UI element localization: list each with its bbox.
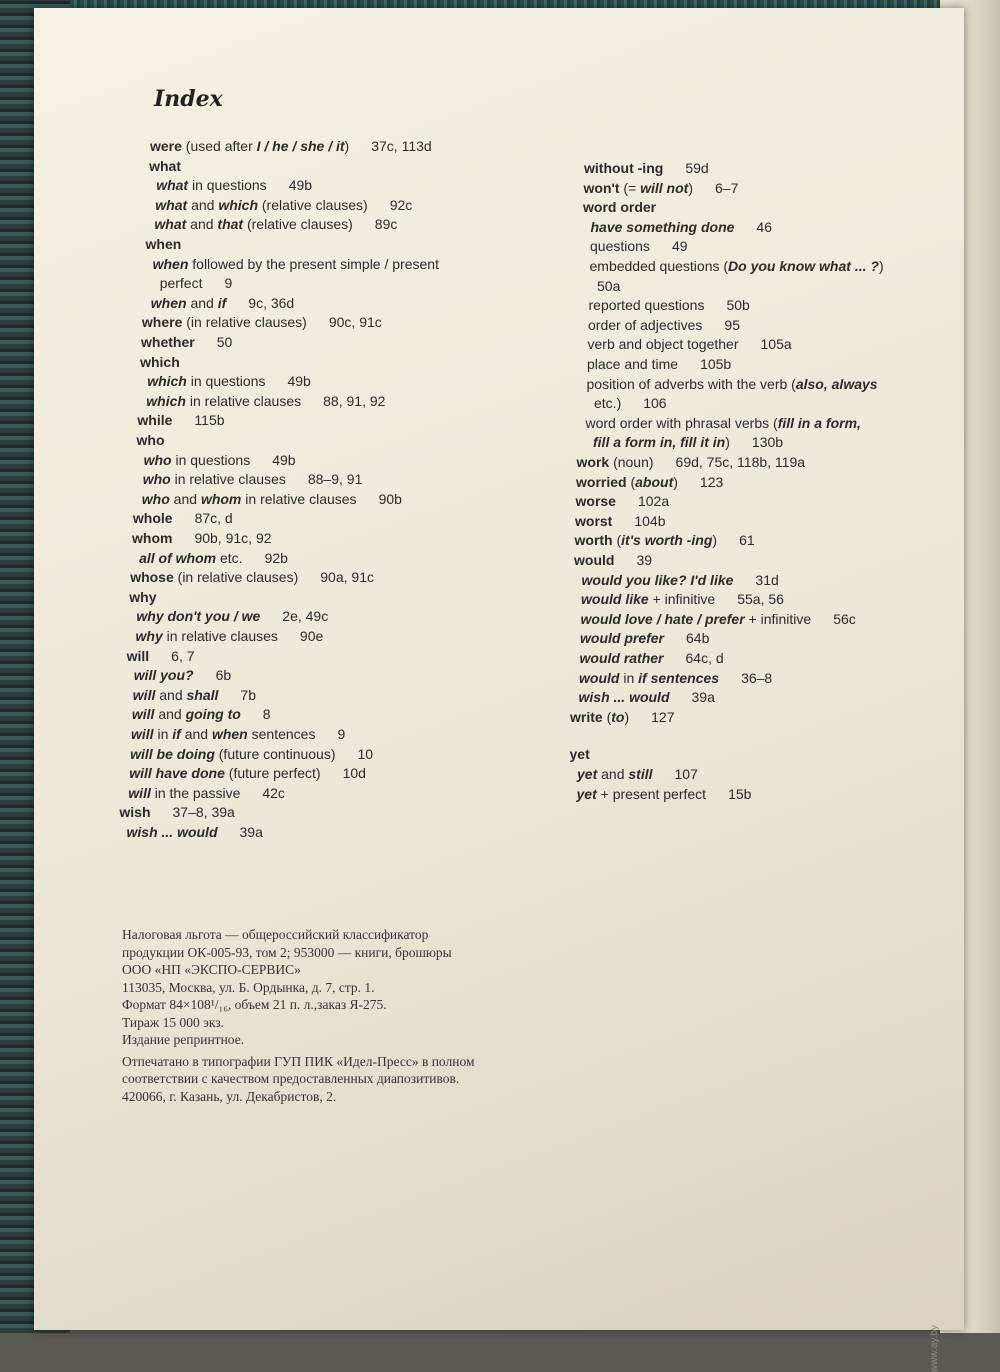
index-page-refs: 102a bbox=[637, 493, 670, 510]
index-page-refs: 90b bbox=[378, 490, 402, 507]
index-page-refs: 10d bbox=[342, 765, 366, 782]
index-term: word order bbox=[583, 199, 657, 216]
index-text: and bbox=[169, 490, 201, 507]
index-example: would bbox=[579, 669, 620, 686]
index-text: (= bbox=[619, 179, 641, 196]
index-entry bbox=[142, 491, 402, 507]
index-text: etc. bbox=[216, 549, 243, 566]
index-page-refs: 46 bbox=[756, 218, 772, 235]
index-page-refs: 31d bbox=[755, 571, 779, 588]
index-page-refs: 42c bbox=[262, 784, 285, 801]
index-page-refs: 90e bbox=[299, 628, 324, 644]
index-text: position of adverbs with the verb ( bbox=[586, 375, 796, 392]
index-text: and bbox=[186, 294, 218, 311]
index-page-refs: 37c, 113d bbox=[371, 138, 432, 154]
index-example: wish ... would bbox=[578, 689, 670, 706]
index-text: in questions bbox=[171, 451, 251, 468]
index-entry bbox=[147, 373, 311, 389]
index-entry bbox=[151, 295, 294, 311]
index-entry bbox=[129, 765, 366, 781]
index-text: and bbox=[597, 766, 629, 782]
index-entry bbox=[581, 591, 784, 607]
watermark-text: www.ay.by bbox=[929, 1325, 940, 1372]
index-term: write bbox=[570, 708, 603, 725]
index-entry bbox=[133, 510, 233, 526]
index-example: shall bbox=[186, 686, 219, 703]
index-example: to bbox=[611, 708, 625, 725]
index-entry bbox=[127, 824, 263, 840]
index-entry bbox=[597, 278, 620, 294]
index-example: that bbox=[217, 216, 244, 233]
index-term: worried bbox=[576, 473, 627, 490]
index-example: if bbox=[217, 294, 227, 311]
index-text: ) bbox=[688, 179, 693, 196]
index-example: would like bbox=[581, 591, 649, 608]
index-example: will have done bbox=[129, 765, 225, 782]
index-entry bbox=[127, 648, 195, 664]
index-entry bbox=[588, 336, 792, 352]
index-text: ) bbox=[624, 708, 630, 725]
index-term: will bbox=[126, 647, 150, 664]
index-page-refs: 7b bbox=[240, 686, 256, 703]
index-term: why bbox=[129, 588, 157, 605]
index-text: in questions bbox=[188, 177, 267, 194]
index-page-refs: 105b bbox=[700, 356, 732, 372]
index-text: (future continuous) bbox=[214, 745, 336, 762]
index-example: whom bbox=[200, 490, 242, 507]
index-text: place and time bbox=[587, 356, 679, 372]
index-page-refs: 49b bbox=[272, 451, 296, 468]
index-entry bbox=[155, 197, 412, 213]
colophon-line: 420066, г. Казань, ул. Декабристов, 2. bbox=[122, 1088, 337, 1104]
index-page-refs: 6–7 bbox=[715, 179, 739, 196]
index-entry bbox=[136, 608, 328, 624]
index-entry bbox=[134, 667, 231, 683]
index-entry bbox=[577, 766, 698, 782]
index-page-refs: 104b bbox=[634, 512, 666, 529]
colophon-line: Отпечатано в типографии ГУП ПИК «Идел-Пресс» в полном bbox=[122, 1053, 475, 1069]
index-text: reported questions bbox=[588, 297, 705, 314]
index-page-refs: 88, 91, 92 bbox=[323, 392, 386, 409]
index-term: worse bbox=[575, 493, 616, 510]
index-example: would prefer bbox=[580, 630, 665, 647]
index-text: etc.) bbox=[594, 395, 622, 412]
index-text: in relative clauses bbox=[185, 392, 302, 409]
index-page-refs: 64b bbox=[686, 630, 710, 647]
index-page-refs: 59d bbox=[685, 160, 709, 176]
index-entry bbox=[575, 532, 755, 548]
index-page-refs: 69d, 75c, 118b, 119a bbox=[675, 454, 806, 470]
index-entry bbox=[131, 726, 345, 742]
index-text: embedded questions ( bbox=[589, 258, 729, 274]
index-page-refs: 127 bbox=[651, 708, 675, 725]
index-page-refs: 90a, 91c bbox=[320, 569, 374, 586]
index-term: what bbox=[149, 157, 181, 174]
index-example: which bbox=[147, 373, 187, 390]
index-page-refs: 55a, 56 bbox=[737, 591, 784, 608]
index-entry bbox=[574, 552, 652, 568]
colophon-line: 113035, Москва, ул. Б. Ордынка, д. 7, стр. 1. bbox=[122, 979, 375, 995]
index-example: will bbox=[132, 686, 156, 703]
index-text: + infinitive bbox=[744, 610, 812, 627]
index-example: who bbox=[141, 490, 170, 507]
index-text: in the passive bbox=[150, 784, 241, 801]
index-page-refs: 107 bbox=[674, 766, 698, 782]
index-entry bbox=[590, 258, 884, 274]
index-entry bbox=[577, 454, 806, 470]
index-entry bbox=[591, 219, 773, 235]
index-entry bbox=[584, 160, 709, 176]
index-text: ) bbox=[878, 258, 884, 274]
index-example: who bbox=[142, 471, 171, 488]
index-entry bbox=[140, 354, 180, 370]
index-page-refs: 36–8 bbox=[741, 669, 773, 686]
index-page-refs: 87c, d bbox=[194, 510, 233, 527]
index-entry bbox=[594, 395, 667, 411]
index-page-refs: 92c bbox=[389, 196, 413, 213]
index-text: ) bbox=[673, 473, 678, 490]
index-page-refs: 9 bbox=[337, 726, 346, 742]
index-term: who bbox=[136, 432, 165, 448]
index-example: what bbox=[156, 177, 189, 194]
index-entry bbox=[142, 314, 382, 330]
index-entry bbox=[141, 334, 232, 350]
index-page-refs: 49b bbox=[287, 373, 311, 390]
index-example: will be doing bbox=[130, 745, 215, 762]
index-entry bbox=[575, 513, 666, 529]
index-text: (relative clauses) bbox=[243, 216, 353, 233]
index-example: when bbox=[152, 255, 189, 272]
colophon bbox=[122, 926, 562, 1105]
index-text: followed by the present simple / present bbox=[188, 255, 439, 272]
index-text: order of adjectives bbox=[588, 316, 703, 333]
index-page-refs: 115b bbox=[194, 412, 225, 429]
index-page-refs: 64c, d bbox=[685, 650, 724, 666]
index-text: perfect bbox=[159, 275, 203, 292]
index-text: ( bbox=[612, 532, 622, 549]
index-term: worst bbox=[575, 512, 613, 529]
index-term: would bbox=[574, 552, 615, 568]
index-example: will bbox=[131, 726, 154, 742]
index-example: fill in a form, bbox=[777, 414, 861, 431]
index-example: when bbox=[211, 726, 248, 742]
index-text: and bbox=[186, 216, 218, 233]
index-example: would love / hate / prefer bbox=[580, 610, 745, 627]
index-example: it's worth -ing bbox=[621, 532, 713, 549]
colophon-line: соответствии с качеством предоставленных диапозитивов. bbox=[122, 1071, 460, 1086]
index-example: why bbox=[135, 628, 163, 644]
index-entry bbox=[153, 256, 439, 272]
index-text: sentences bbox=[247, 726, 316, 742]
index-page-refs: 10 bbox=[357, 745, 374, 762]
index-term: whole bbox=[132, 510, 173, 527]
index-text: in relative clauses bbox=[170, 471, 286, 488]
index-page-refs: 49 bbox=[671, 238, 688, 255]
index-example: which bbox=[146, 392, 186, 409]
index-entry bbox=[586, 415, 861, 431]
index-text: (used after bbox=[181, 138, 257, 154]
index-entry bbox=[130, 569, 374, 585]
index-term: whether bbox=[141, 334, 195, 350]
index-entry bbox=[581, 611, 856, 627]
colophon-line: Налоговая льгота — общероссийский классификатор bbox=[122, 927, 429, 942]
index-page-refs: 50 bbox=[216, 334, 233, 350]
index-example: yet bbox=[577, 766, 598, 782]
index-page-refs: 6b bbox=[215, 667, 232, 684]
index-text: ) bbox=[725, 434, 730, 451]
index-entry bbox=[579, 689, 715, 705]
index-term: without -ing bbox=[584, 160, 664, 176]
index-example: also, always bbox=[795, 375, 878, 392]
index-example: going to bbox=[185, 706, 241, 723]
index-page-refs: 130b bbox=[751, 434, 784, 451]
index-entry bbox=[119, 804, 234, 820]
colophon-line: Издание репринтное. bbox=[122, 1032, 245, 1047]
index-text: questions bbox=[590, 238, 650, 255]
index-example: will you? bbox=[133, 667, 194, 684]
index-entry bbox=[590, 238, 688, 254]
index-example: will not bbox=[640, 179, 689, 196]
index-text: verb and object together bbox=[587, 336, 739, 353]
index-entry bbox=[577, 786, 752, 802]
index-text: (future perfect) bbox=[224, 765, 321, 782]
index-example: fill a form in, fill it in bbox=[593, 434, 726, 451]
index-page-refs: 90c, 91c bbox=[328, 314, 382, 331]
index-page-refs: 9c, 36d bbox=[248, 294, 295, 311]
index-text: and bbox=[187, 196, 219, 213]
index-page-refs: 105a bbox=[760, 336, 792, 353]
index-entry bbox=[143, 471, 363, 487]
index-entry bbox=[588, 317, 740, 333]
index-entry bbox=[149, 158, 181, 174]
index-entry bbox=[136, 628, 324, 644]
index-page-refs: 2e, 49c bbox=[282, 608, 329, 625]
index-page-refs: 89c bbox=[374, 216, 398, 233]
index-entry bbox=[132, 706, 271, 722]
index-example: if sentences bbox=[638, 669, 720, 686]
index-entry bbox=[587, 356, 731, 372]
index-text: ( bbox=[602, 708, 612, 725]
index-example: why don't you / we bbox=[136, 608, 261, 625]
index-text: + infinitive bbox=[648, 591, 716, 608]
index-entry bbox=[137, 432, 165, 448]
index-entry bbox=[139, 550, 288, 566]
index-entry bbox=[144, 452, 296, 468]
index-text: ( bbox=[626, 473, 636, 490]
index-text: in questions bbox=[186, 373, 266, 390]
index-term: where bbox=[141, 314, 183, 331]
index-example: when bbox=[150, 294, 187, 311]
index-page-refs: 50b bbox=[726, 297, 750, 314]
index-page-refs: 56c bbox=[833, 610, 856, 627]
index-entry bbox=[156, 177, 312, 193]
index-text: word order with phrasal verbs ( bbox=[585, 414, 778, 431]
index-text: (in relative clauses) bbox=[182, 314, 307, 331]
index-example: will bbox=[128, 784, 151, 801]
index-page-refs: 39 bbox=[636, 552, 653, 568]
index-example: all of whom bbox=[139, 549, 217, 566]
index-example: about bbox=[635, 473, 674, 490]
index-text: and bbox=[154, 706, 186, 723]
index-page-refs: 39a bbox=[239, 824, 263, 840]
index-example: still bbox=[628, 766, 653, 782]
book-page bbox=[34, 8, 964, 1330]
index-entry bbox=[137, 412, 224, 428]
index-page-refs: 39a bbox=[691, 689, 715, 706]
index-example: would you like? I'd like bbox=[581, 571, 734, 588]
index-page-refs: 88–9, 91 bbox=[307, 471, 363, 488]
index-page-refs: 37–8, 39a bbox=[172, 804, 235, 821]
index-term: whom bbox=[132, 530, 173, 546]
colophon-line: продукции ОК-005-93, том 2; 953000 — книги, брошюры bbox=[122, 944, 452, 960]
index-term: wish bbox=[119, 804, 151, 821]
index-page-refs: 95 bbox=[724, 316, 740, 333]
index-example: will bbox=[131, 706, 155, 723]
index-entry bbox=[580, 630, 709, 646]
index-entry bbox=[576, 474, 723, 490]
index-term: work bbox=[576, 454, 610, 470]
colophon-line: Тираж 15 000 экз. bbox=[122, 1014, 224, 1030]
index-example: what bbox=[154, 216, 187, 233]
index-entry bbox=[150, 138, 432, 154]
index-example: who bbox=[143, 451, 172, 468]
index-page-refs: 106 bbox=[643, 395, 667, 412]
index-term: were bbox=[150, 138, 182, 154]
index-entry bbox=[129, 589, 156, 605]
index-entry bbox=[593, 434, 783, 450]
index-text: and bbox=[180, 726, 212, 742]
index-page-refs: 123 bbox=[699, 473, 724, 490]
index-text: + present perfect bbox=[596, 785, 707, 802]
index-example: I / he / she / it bbox=[256, 138, 345, 154]
index-entry bbox=[133, 687, 256, 703]
index-text: in bbox=[153, 726, 173, 742]
index-entry bbox=[146, 236, 182, 252]
index-text: ) bbox=[712, 532, 718, 549]
page-title: Index bbox=[154, 86, 223, 112]
index-text: in bbox=[619, 669, 639, 686]
index-example: what bbox=[155, 196, 188, 213]
index-text: ) bbox=[344, 138, 350, 154]
index-example: if bbox=[172, 726, 181, 742]
index-term: worth bbox=[574, 532, 613, 549]
index-entry bbox=[570, 709, 675, 725]
index-text: (noun) bbox=[609, 454, 654, 470]
index-example: which bbox=[218, 196, 258, 213]
index-example: Do you know what ... ? bbox=[728, 258, 879, 274]
index-term: yet bbox=[569, 746, 590, 763]
colophon-line: ООО «НП «ЭКСПО-СЕРВИС» bbox=[122, 962, 301, 977]
index-example: wish ... would bbox=[126, 824, 218, 840]
index-entry bbox=[576, 493, 670, 509]
index-entry bbox=[154, 216, 397, 232]
index-text: 50a bbox=[597, 277, 621, 294]
index-entry bbox=[130, 746, 373, 762]
index-text: in relative clauses bbox=[162, 628, 278, 644]
index-entry bbox=[587, 376, 878, 392]
index-entry bbox=[570, 746, 590, 762]
index-text: in relative clauses bbox=[241, 490, 357, 507]
index-entry bbox=[160, 275, 233, 291]
index-page-refs: 6, 7 bbox=[171, 647, 195, 664]
index-page-refs: 15b bbox=[728, 785, 752, 802]
index-term: won't bbox=[583, 179, 620, 196]
index-entry bbox=[132, 530, 272, 546]
index-example: would rather bbox=[579, 650, 664, 666]
index-entry bbox=[146, 393, 385, 409]
index-term: while bbox=[137, 412, 173, 429]
index-page-refs: 92b bbox=[264, 549, 288, 566]
index-example: yet bbox=[576, 785, 597, 802]
index-page-refs: 8 bbox=[262, 706, 271, 723]
index-page-refs: 9 bbox=[224, 275, 233, 292]
colophon-line: Формат 84×108¹/₁₆, объем 21 п. л.,заказ Я-275. bbox=[122, 997, 387, 1012]
index-entry bbox=[584, 180, 739, 196]
index-entry bbox=[128, 785, 285, 801]
index-term: when bbox=[145, 236, 182, 252]
index-text: (in relative clauses) bbox=[173, 569, 299, 586]
index-term: which bbox=[140, 353, 180, 370]
index-text: and bbox=[155, 686, 187, 703]
index-text: (relative clauses) bbox=[258, 196, 368, 213]
index-entry bbox=[582, 572, 779, 588]
index-entry bbox=[579, 670, 772, 686]
index-entry bbox=[583, 199, 656, 215]
index-page-refs: 61 bbox=[739, 532, 755, 549]
index-term: whose bbox=[130, 569, 174, 586]
index-example: have something done bbox=[590, 218, 735, 235]
index-entry bbox=[589, 297, 750, 313]
index-page-refs: 49b bbox=[288, 177, 313, 194]
index-entry bbox=[580, 650, 724, 666]
index-page-refs: 90b, 91c, 92 bbox=[194, 530, 272, 546]
